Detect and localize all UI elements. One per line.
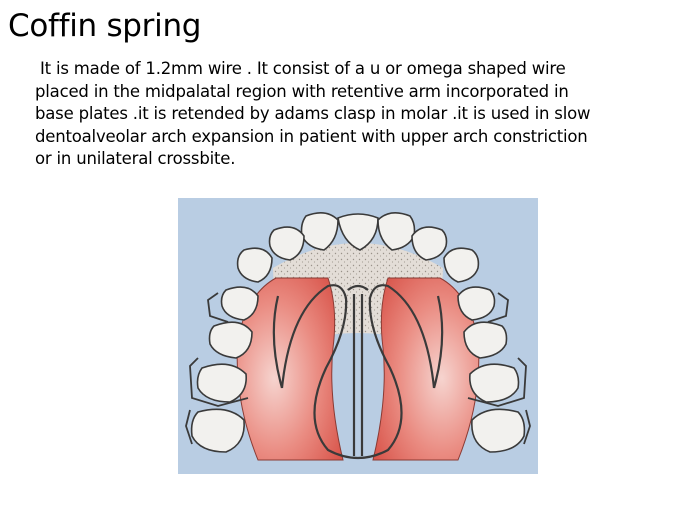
- slide-body-text: [35, 58, 670, 171]
- body-line-5: or in unilateral crossbite.: [35, 149, 236, 168]
- body-line-4: dentoalveolar arch expansion in patient with upper arch constriction: [35, 126, 588, 146]
- body-line-2: placed in the midpalatal region with retentive arm incorporated in: [35, 81, 569, 101]
- slide-title: Coffin spring: [8, 8, 202, 44]
- body-line-3: base plates .it is retended by adams clasp in molar .it is used in slow: [35, 104, 591, 123]
- appliance-illustration: [178, 198, 538, 474]
- body-line-1: It is made of 1.2mm wire . It consist of a u or omega shaped wire: [40, 59, 566, 78]
- coffin-spring-figure: [178, 198, 538, 474]
